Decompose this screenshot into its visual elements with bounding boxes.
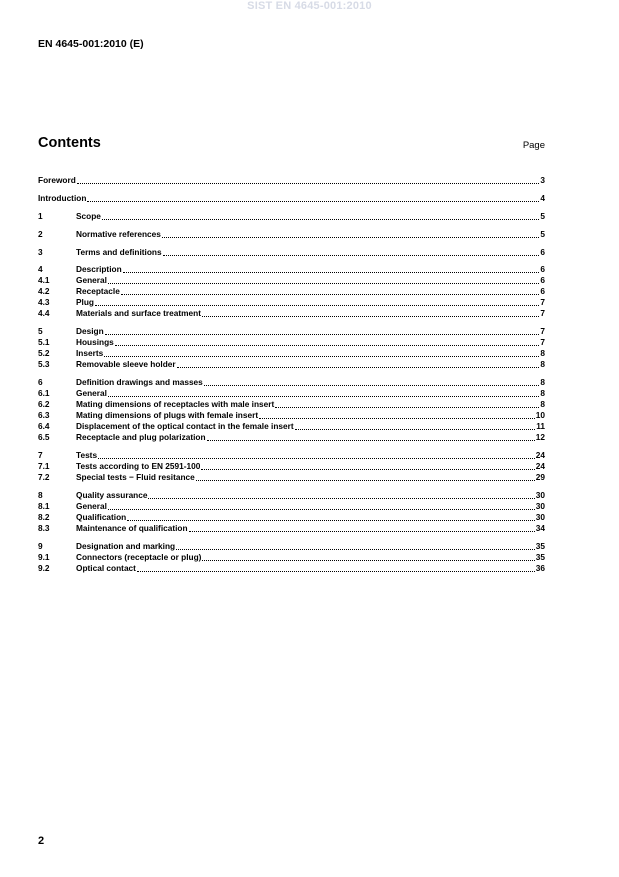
toc-entry-number: 6.5 bbox=[38, 432, 50, 443]
toc-entry[interactable] bbox=[38, 308, 545, 319]
toc-entry[interactable] bbox=[38, 348, 545, 359]
toc-dot-leader bbox=[127, 513, 535, 521]
toc-dot-leader bbox=[196, 473, 535, 481]
toc-entry[interactable] bbox=[38, 388, 545, 399]
toc-entry[interactable] bbox=[38, 193, 545, 204]
toc-entry[interactable] bbox=[38, 490, 545, 501]
toc-dot-leader bbox=[177, 360, 540, 368]
toc-dot-leader bbox=[259, 411, 535, 419]
page-column-label: Page bbox=[522, 140, 545, 151]
toc-entry-number: 5 bbox=[38, 326, 43, 337]
toc-entry-page: 24 bbox=[535, 461, 545, 472]
toc-entry-title: Mating dimensions of plugs with female insert bbox=[76, 410, 259, 421]
toc-entry-title: Introduction bbox=[38, 192, 87, 203]
toc-dot-leader bbox=[108, 389, 539, 397]
toc-entry-title: General bbox=[76, 275, 107, 286]
toc-entry-page: 36 bbox=[535, 562, 545, 573]
toc-entry[interactable] bbox=[38, 410, 545, 421]
toc-entry-number: 8.2 bbox=[38, 512, 50, 523]
toc-entry-number: 2 bbox=[38, 228, 43, 239]
toc-dot-leader bbox=[207, 433, 535, 441]
toc-entry-page: 30 bbox=[535, 490, 545, 501]
toc-entry-page: 24 bbox=[535, 450, 545, 461]
toc-entry[interactable] bbox=[38, 501, 545, 512]
toc-entry-title: Optical contact bbox=[76, 562, 136, 573]
toc-entry-title: Maintenance of qualification bbox=[76, 523, 188, 534]
toc-entry-number: 9 bbox=[38, 540, 43, 551]
toc-entry-title: Materials and surface treatment bbox=[76, 308, 201, 319]
toc-entry-page: 35 bbox=[535, 551, 545, 562]
toc-dot-leader bbox=[104, 349, 539, 357]
toc-entry-title: Definition drawings and masses bbox=[76, 377, 203, 388]
toc-dot-leader bbox=[202, 553, 534, 561]
toc-dot-leader bbox=[123, 265, 540, 273]
toc-entry-page: 5 bbox=[540, 210, 545, 221]
toc-entry-page: 4 bbox=[540, 192, 545, 203]
toc-dot-leader bbox=[162, 230, 540, 238]
toc-entry-title: Design bbox=[76, 326, 104, 337]
toc-entry-number: 8.1 bbox=[38, 501, 50, 512]
toc-entry-page: 8 bbox=[540, 348, 545, 359]
toc-entry-page: 35 bbox=[535, 540, 545, 551]
watermark: SIST EN 4645-001:2010 bbox=[247, 0, 372, 12]
toc-entry-number: 7 bbox=[38, 450, 43, 461]
toc-entry-title: Receptacle and plug polarization bbox=[76, 432, 206, 443]
toc-entry-title: Housings bbox=[76, 337, 114, 348]
toc-entry-page: 8 bbox=[540, 359, 545, 370]
toc-entry-number: 9.2 bbox=[38, 562, 50, 573]
toc-entry[interactable] bbox=[38, 461, 545, 472]
toc-entry[interactable] bbox=[38, 552, 545, 563]
toc-entry[interactable] bbox=[38, 229, 545, 240]
toc-dot-leader bbox=[98, 451, 535, 459]
toc-dot-leader bbox=[204, 378, 540, 386]
toc-entry-number: 4.2 bbox=[38, 286, 50, 297]
toc-entry-title: Special tests − Fluid resitance bbox=[76, 472, 195, 483]
toc-dot-leader bbox=[121, 287, 540, 295]
toc-entry-title: Tests bbox=[76, 450, 98, 461]
toc-entry[interactable] bbox=[38, 286, 545, 297]
toc-dot-leader bbox=[148, 491, 534, 499]
toc-dot-leader bbox=[108, 502, 535, 510]
toc-dot-leader bbox=[108, 276, 539, 284]
toc-entry-number: 7.2 bbox=[38, 472, 50, 483]
toc-dot-leader bbox=[115, 338, 540, 346]
contents-heading: Contents bbox=[38, 135, 101, 151]
toc-dot-leader bbox=[105, 327, 540, 335]
toc-entry-title: Connectors (receptacle or plug) bbox=[76, 551, 202, 562]
toc-entry-title: Foreword bbox=[38, 175, 76, 185]
toc-entry-page: 6 bbox=[540, 275, 545, 286]
toc-entry-number: 5.3 bbox=[38, 359, 50, 370]
toc-entry[interactable] bbox=[38, 211, 545, 222]
toc-entry[interactable] bbox=[38, 472, 545, 483]
toc-entry-title: General bbox=[76, 388, 107, 399]
toc-dot-leader bbox=[87, 194, 539, 202]
toc-entry-page: 8 bbox=[540, 388, 545, 399]
toc-entry[interactable] bbox=[38, 175, 545, 186]
toc-entry[interactable] bbox=[38, 377, 545, 388]
toc-entry-page: 11 bbox=[536, 421, 545, 432]
toc-entry-title: Description bbox=[76, 264, 122, 275]
toc-entry[interactable] bbox=[38, 297, 545, 308]
toc-entry[interactable] bbox=[38, 512, 545, 523]
document-id: EN 4645-001:2010 (E) bbox=[38, 38, 144, 50]
toc-entry-page: 5 bbox=[540, 228, 545, 239]
toc-dot-leader bbox=[295, 422, 536, 430]
toc-entry-number: 7.1 bbox=[38, 461, 50, 472]
toc-entry-number: 6.4 bbox=[38, 421, 50, 432]
toc-entry-number: 3 bbox=[38, 246, 43, 257]
toc-entry-page: 12 bbox=[535, 432, 545, 443]
toc-entry[interactable] bbox=[38, 450, 545, 461]
toc-entry-title: Scope bbox=[76, 210, 101, 221]
toc-dot-leader bbox=[102, 212, 539, 220]
toc-entry-page: 7 bbox=[540, 337, 545, 348]
toc-entry-title: Tests according to EN 2591-100 bbox=[76, 461, 201, 472]
toc-entry[interactable] bbox=[38, 432, 545, 443]
toc-dot-leader bbox=[202, 309, 539, 317]
toc-entry[interactable] bbox=[38, 275, 545, 286]
toc-entry-number: 4.4 bbox=[38, 308, 50, 319]
toc-dot-leader bbox=[275, 400, 539, 408]
toc-dot-leader bbox=[137, 564, 535, 572]
toc-entry-number: 4.1 bbox=[38, 275, 50, 286]
toc-entry-number: 8 bbox=[38, 490, 43, 501]
toc-dot-leader bbox=[201, 462, 534, 470]
toc-entry-page: 30 bbox=[535, 512, 545, 523]
toc-entry-title: Quality assurance bbox=[76, 490, 148, 501]
toc-dot-leader bbox=[176, 542, 535, 550]
toc-entry[interactable] bbox=[38, 563, 545, 574]
toc-entry-title: Removable sleeve holder bbox=[76, 359, 176, 370]
toc-entry[interactable] bbox=[38, 523, 545, 534]
toc-entry-title: Normative references bbox=[76, 228, 161, 239]
toc-entry-number: 1 bbox=[38, 210, 43, 221]
toc-entry-title: Designation and marking bbox=[76, 540, 176, 551]
toc-entry-title: Inserts bbox=[76, 348, 104, 359]
toc-entry[interactable] bbox=[38, 541, 545, 552]
toc-entry-number: 6.1 bbox=[38, 388, 50, 399]
toc-entry-title: General bbox=[76, 501, 107, 512]
toc-entry[interactable] bbox=[38, 337, 545, 348]
toc-entry-page: 3 bbox=[540, 175, 545, 185]
toc-entry-number: 5.2 bbox=[38, 348, 50, 359]
toc-entry-page: 6 bbox=[540, 286, 545, 297]
toc-entry[interactable] bbox=[38, 264, 545, 275]
toc-entry-number: 6.2 bbox=[38, 399, 50, 410]
toc-entry-number: 9.1 bbox=[38, 551, 50, 562]
toc-entry-title: Receptacle bbox=[76, 286, 120, 297]
table-of-contents bbox=[38, 175, 545, 574]
toc-dot-leader bbox=[189, 524, 535, 532]
toc-dot-leader bbox=[163, 248, 540, 256]
toc-entry-page: 8 bbox=[540, 377, 545, 388]
toc-entry-number: 5.1 bbox=[38, 337, 50, 348]
toc-entry-title: Plug bbox=[76, 297, 94, 308]
toc-entry-page: 29 bbox=[535, 472, 545, 483]
toc-entry-number: 4 bbox=[38, 264, 43, 275]
toc-entry-page: 30 bbox=[535, 501, 545, 512]
toc-entry-page: 10 bbox=[535, 410, 545, 421]
toc-entry-title: Mating dimensions of receptacles with male insert bbox=[76, 399, 275, 410]
toc-entry-number: 8.3 bbox=[38, 523, 50, 534]
toc-entry-page: 6 bbox=[540, 246, 545, 257]
toc-entry-page: 6 bbox=[540, 264, 545, 275]
toc-entry[interactable] bbox=[38, 359, 545, 370]
toc-entry[interactable] bbox=[38, 421, 545, 432]
toc-entry-title: Qualification bbox=[76, 512, 127, 523]
toc-entry-number: 6.3 bbox=[38, 410, 50, 421]
toc-entry[interactable] bbox=[38, 326, 545, 337]
toc-entry-page: 7 bbox=[540, 297, 545, 308]
toc-entry-page: 8 bbox=[540, 399, 545, 410]
toc-dot-leader bbox=[77, 176, 540, 184]
toc-entry-page: 7 bbox=[540, 326, 545, 337]
toc-entry-page: 7 bbox=[540, 308, 545, 319]
toc-entry-page: 34 bbox=[535, 523, 545, 534]
toc-entry-title: Terms and definitions bbox=[76, 246, 162, 257]
toc-entry-number: 4.3 bbox=[38, 297, 50, 308]
footer-page-number: 2 bbox=[38, 835, 45, 847]
toc-entry-title: Displacement of the optical contact in the female insert bbox=[76, 421, 294, 432]
toc-entry[interactable] bbox=[38, 247, 545, 258]
toc-dot-leader bbox=[95, 298, 539, 306]
toc-entry-number: 6 bbox=[38, 377, 43, 388]
toc-entry[interactable] bbox=[38, 399, 545, 410]
